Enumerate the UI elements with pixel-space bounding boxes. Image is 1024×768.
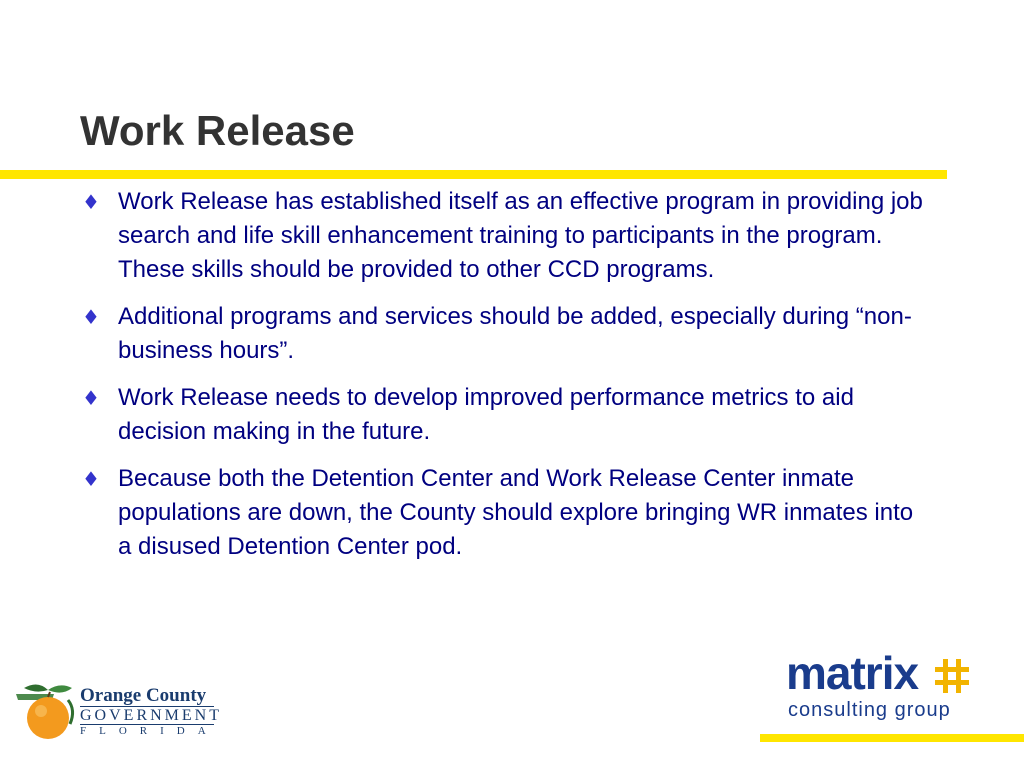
orange-county-wordmark xyxy=(80,685,222,738)
bullet-text: Additional programs and services should be added, especially during “non-business hours”. xyxy=(118,303,912,364)
oc-logo-line1: Orange County xyxy=(80,685,207,706)
footer-yellow-rule xyxy=(760,734,1024,742)
bullet-item xyxy=(80,300,930,368)
orange-county-logo xyxy=(14,680,222,742)
matrix-wordmark: matrix xyxy=(786,647,919,699)
matrix-consulting-logo xyxy=(786,648,976,728)
bullet-item xyxy=(80,185,930,287)
oc-logo-line3: FLORIDA xyxy=(80,725,219,737)
bullet-text: Work Release needs to develop improved performance metrics to aid decision making in the future. xyxy=(118,384,854,445)
diamond-bullet-icon: ♦ xyxy=(82,467,100,491)
title-underline-rule xyxy=(0,170,947,179)
oc-logo-line2: GOVERNMENT xyxy=(80,707,222,724)
diamond-bullet-icon: ♦ xyxy=(82,386,100,410)
bullet-item xyxy=(80,462,930,564)
bullet-text: Work Release has established itself as an effective program in providing job search and life skill enhancement training to participants in the program. These skills should be provided to other CCD programs. xyxy=(118,188,923,283)
bullet-text: Because both the Detention Center and Work Release Center inmate populations are down, the County should explore bringing WR inmates into a disused Detention Center pod. xyxy=(118,465,914,560)
diamond-bullet-icon: ♦ xyxy=(82,190,100,214)
bullet-list xyxy=(80,185,930,577)
matrix-subtitle: consulting group xyxy=(788,699,951,721)
bullet-item xyxy=(80,381,930,449)
hash-grid-icon xyxy=(934,658,970,694)
orange-fruit-icon xyxy=(14,680,80,742)
diamond-bullet-icon: ♦ xyxy=(82,305,100,329)
slide-title: Work Release xyxy=(80,107,355,154)
